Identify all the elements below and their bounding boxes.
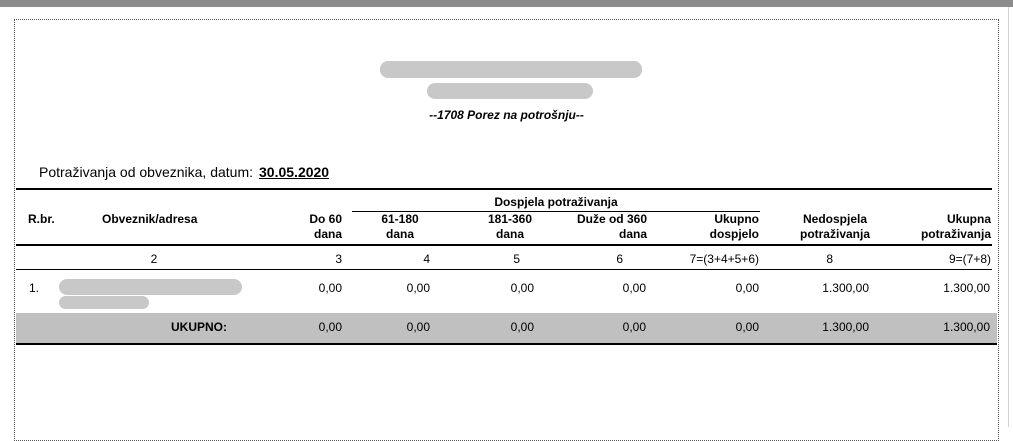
table-top-rule [16, 188, 992, 190]
header-ukupno-dospjelo: Ukupno dospjelo [709, 212, 759, 241]
colnum-4: 4 [423, 252, 430, 266]
colnum-2: 2 [150, 252, 158, 266]
total-ukupno-dospjelo: 0,00 [735, 320, 759, 334]
date-label: Potraživanja od obveznika, datum: [39, 164, 254, 180]
total-label: UKUPNO: [171, 320, 227, 334]
header-obveznik: Obveznik/adresa [102, 212, 198, 226]
header-nedospjela: Nedospjela potraživanja [799, 212, 871, 241]
colnum-6: 6 [616, 252, 623, 266]
redacted-obveznik-address [59, 296, 149, 309]
redacted-title [380, 61, 642, 78]
total-181-360: 0,00 [510, 320, 534, 334]
header-181-360: 181-360 dana [487, 212, 533, 241]
date-line [39, 164, 329, 180]
total-ukupna: 1.300,00 [943, 320, 990, 334]
total-over-360: 0,00 [622, 320, 646, 334]
row-over-360: 0,00 [622, 281, 646, 295]
report-page [14, 19, 999, 441]
date-value: 30.05.2020 [259, 164, 330, 180]
header-rbr: R.br. [28, 212, 55, 226]
window-top-border [0, 0, 1013, 7]
header-bottom-rule [16, 244, 992, 246]
total-do60: 0,00 [318, 320, 342, 334]
row-61-180: 0,00 [406, 281, 430, 295]
colnum-bottom-rule [16, 269, 992, 270]
row-181-360: 0,00 [510, 281, 534, 295]
scrollbar-track[interactable] [1008, 7, 1013, 427]
group-header-dospjela: Dospjela potraživanja [494, 195, 618, 209]
total-nedospjela: 1.300,00 [822, 320, 869, 334]
redacted-title-line2 [427, 83, 593, 99]
total-bottom-rule [16, 343, 997, 345]
colnum-7: 7=(3+4+5+6) [689, 252, 759, 266]
header-61-180: 61-180 dana [381, 212, 419, 241]
row-rbr: 1. [29, 281, 40, 295]
row-nedospjela: 1.300,00 [822, 281, 869, 295]
colnum-3: 3 [335, 252, 342, 266]
colnum-9: 9=(7+8) [948, 252, 991, 266]
header-over-360: Duže od 360 dana [576, 212, 647, 241]
row-ukupna: 1.300,00 [943, 281, 990, 295]
colnum-8: 8 [826, 252, 833, 266]
header-do60: Do 60 dana [309, 212, 342, 241]
redacted-obveznik-name [59, 279, 242, 295]
total-61-180: 0,00 [406, 320, 430, 334]
row-do60: 0,00 [318, 281, 342, 295]
colnum-5: 5 [513, 252, 520, 266]
report-subtitle: --1708 Porez na potrošnju-- [429, 108, 584, 122]
header-ukupna: Ukupna potraživanja [920, 212, 991, 241]
row-ukupno-dospjelo: 0,00 [735, 281, 759, 295]
